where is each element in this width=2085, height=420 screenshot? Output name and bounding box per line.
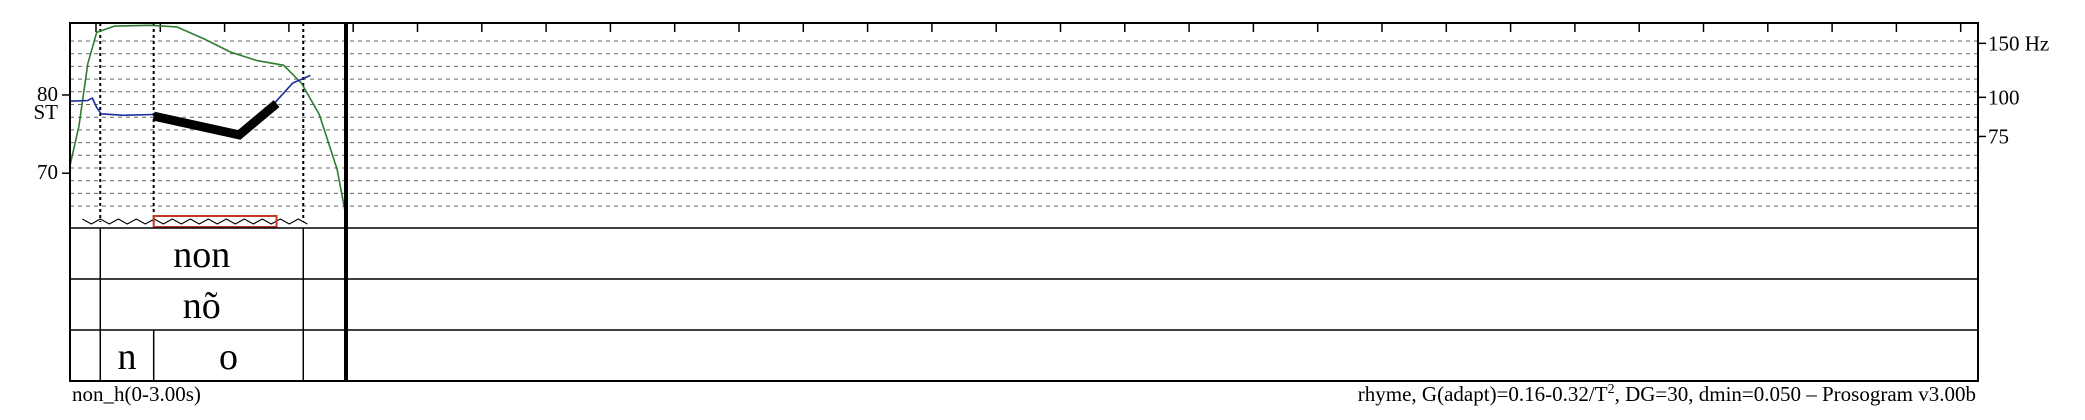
x-ticks bbox=[96, 23, 1961, 32]
file-label: non_h(0-3.00s) bbox=[72, 382, 201, 406]
nucleus-zigzag bbox=[82, 219, 307, 224]
phone-label: o bbox=[218, 336, 238, 378]
params-prefix: rhyme, G(adapt)=0.16-0.32/T bbox=[1357, 382, 1608, 406]
series-pitch bbox=[70, 98, 154, 115]
plot-frame bbox=[70, 23, 1978, 381]
left-unit-label: ST bbox=[33, 99, 58, 124]
series-stylized bbox=[154, 104, 277, 135]
analysis-parameters bbox=[1358, 382, 1976, 407]
right-tick-label: 75 bbox=[1988, 124, 2009, 149]
left-tick-label: 80 bbox=[37, 81, 58, 106]
syllable-label: nõ bbox=[182, 285, 221, 327]
phone-label: n bbox=[117, 336, 137, 378]
nucleus-markers bbox=[82, 216, 307, 227]
params-exponent: 2 bbox=[1607, 382, 1615, 397]
right-tick-label: 100 bbox=[1988, 85, 2020, 110]
tier-grid bbox=[70, 228, 1978, 381]
tier-labels bbox=[117, 234, 237, 378]
right-tick-label: 150 Hz bbox=[1988, 31, 2050, 56]
word-label: non bbox=[173, 234, 231, 276]
outer-frame bbox=[70, 23, 1978, 381]
params-suffix: , DG=30, dmin=0.050 – Prosogram v3.00b bbox=[1614, 382, 1976, 406]
left-axis bbox=[33, 82, 70, 184]
left-tick-label: 70 bbox=[37, 160, 58, 185]
right-axis bbox=[1978, 31, 2049, 148]
grid-lines bbox=[70, 41, 1978, 206]
